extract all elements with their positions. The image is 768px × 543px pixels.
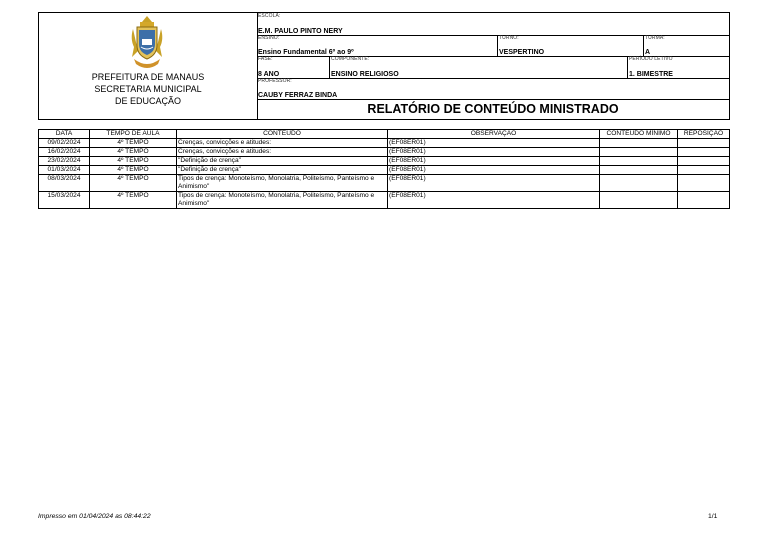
institution-block [39, 13, 258, 119]
date-cell: 09/02/2024 [39, 139, 90, 148]
date-cell: 16/02/2024 [39, 148, 90, 157]
observation-cell: (EF08ER01) [388, 166, 600, 175]
content-cell: Tipos de crença: Monoteísmo, Monolatria, Politeísmo, Panteísmo e Animismo" [177, 192, 388, 209]
institution-name [39, 71, 257, 107]
observation-cell: (EF08ER01) [388, 175, 600, 192]
observation-cell: (EF08ER01) [388, 192, 600, 209]
period-cell: 4º TEMPO [90, 166, 177, 175]
replacement-cell [678, 139, 730, 148]
replacement-cell [678, 166, 730, 175]
turno-cell [497, 35, 644, 56]
field-label: TURNO: [499, 35, 519, 41]
content-table [38, 129, 730, 209]
org-line: DE EDUCAÇÃO [114, 96, 181, 106]
professor-value: CAUBY FERRAZ BINDA [258, 92, 338, 99]
school-name: E.M. PAULO PINTO NERY [258, 28, 343, 35]
observation-cell: (EF08ER01) [388, 157, 600, 166]
turno-value: VESPERTINO [499, 49, 545, 56]
turma-cell [643, 35, 729, 56]
periodo-value: 1. BIMESTRE [629, 71, 673, 78]
replacement-cell [678, 175, 730, 192]
table-row [39, 166, 730, 175]
content-cell: Tipos de crença: Monoteísmo, Monolatria, Politeísmo, Panteísmo e Animismo" [177, 175, 388, 192]
print-timestamp: Impresso em 01/04/2024 as 08:44:22 [38, 513, 151, 520]
minimum-content-cell [600, 192, 678, 209]
table-row [39, 157, 730, 166]
org-line: SECRETARIA MUNICIPAL [94, 84, 202, 94]
date-cell: 01/03/2024 [39, 166, 90, 175]
period-cell: 4º TEMPO [90, 192, 177, 209]
period-cell: 4º TEMPO [90, 175, 177, 192]
page-number: 1/1 [708, 513, 718, 520]
fase-cell [257, 56, 329, 78]
replacement-cell [678, 148, 730, 157]
org-line: PREFEITURA DE MANAUS [91, 72, 205, 82]
period-cell: 4º TEMPO [90, 148, 177, 157]
fase-value: 8 ANO [258, 71, 280, 78]
column-header: TEMPO DE AULA [90, 130, 177, 139]
column-header: DATA [39, 130, 90, 139]
field-label: PROFESSOR: [258, 78, 292, 84]
period-cell: 4º TEMPO [90, 157, 177, 166]
column-header: REPOSIÇÃO [678, 130, 730, 139]
ensino-value: Ensino Fundamental 6º ao 9º [258, 49, 354, 56]
table-header-row [39, 130, 730, 139]
column-header: CONTEÚDO [177, 130, 388, 139]
period-cell: 4º TEMPO [90, 139, 177, 148]
school-row [257, 13, 729, 36]
date-cell: 08/03/2024 [39, 175, 90, 192]
content-cell: "Definição de crença" [177, 166, 388, 175]
school-cell [257, 13, 729, 35]
minimum-content-cell [600, 166, 678, 175]
coat-of-arms-icon [128, 15, 166, 73]
column-header: OBSERVAÇÃO [388, 130, 600, 139]
date-cell: 15/03/2024 [39, 192, 90, 209]
column-header: CONTEÚDO MÍNIMO [600, 130, 678, 139]
observation-cell: (EF08ER01) [388, 148, 600, 157]
periodo-cell [627, 56, 729, 78]
replacement-cell [678, 192, 730, 209]
table-row [39, 148, 730, 157]
replacement-cell [678, 157, 730, 166]
content-cell: "Definição de crença" [177, 157, 388, 166]
observation-cell: (EF08ER01) [388, 139, 600, 148]
field-label: COMPONENTE: [331, 56, 370, 62]
field-label: TURMA: [645, 35, 665, 41]
componente-cell [329, 56, 628, 78]
componente-value: ENSINO RELIGIOSO [331, 71, 399, 78]
component-row [257, 56, 729, 79]
report-title: RELATÓRIO DE CONTEÚDO MINISTRADO [367, 102, 619, 116]
content-cell: Crenças, convicções e atitudes: [177, 148, 388, 157]
minimum-content-cell [600, 175, 678, 192]
teacher-row [257, 78, 729, 100]
content-cell: Crenças, convicções e atitudes: [177, 139, 388, 148]
ensino-cell [257, 35, 497, 56]
minimum-content-cell [600, 157, 678, 166]
field-label: PERÍODO LETIVO [629, 56, 673, 62]
table-row [39, 139, 730, 148]
turma-value: A [645, 49, 651, 56]
date-cell: 23/02/2024 [39, 157, 90, 166]
report-header [38, 12, 730, 120]
field-label: ENSINO: [258, 35, 280, 41]
table-row [39, 175, 730, 192]
field-label: FASE: [258, 56, 273, 62]
level-row [257, 35, 729, 57]
field-label: ESCOLA: [258, 13, 281, 19]
professor-cell [257, 78, 729, 99]
minimum-content-cell [600, 148, 678, 157]
table-row [39, 192, 730, 209]
minimum-content-cell [600, 139, 678, 148]
